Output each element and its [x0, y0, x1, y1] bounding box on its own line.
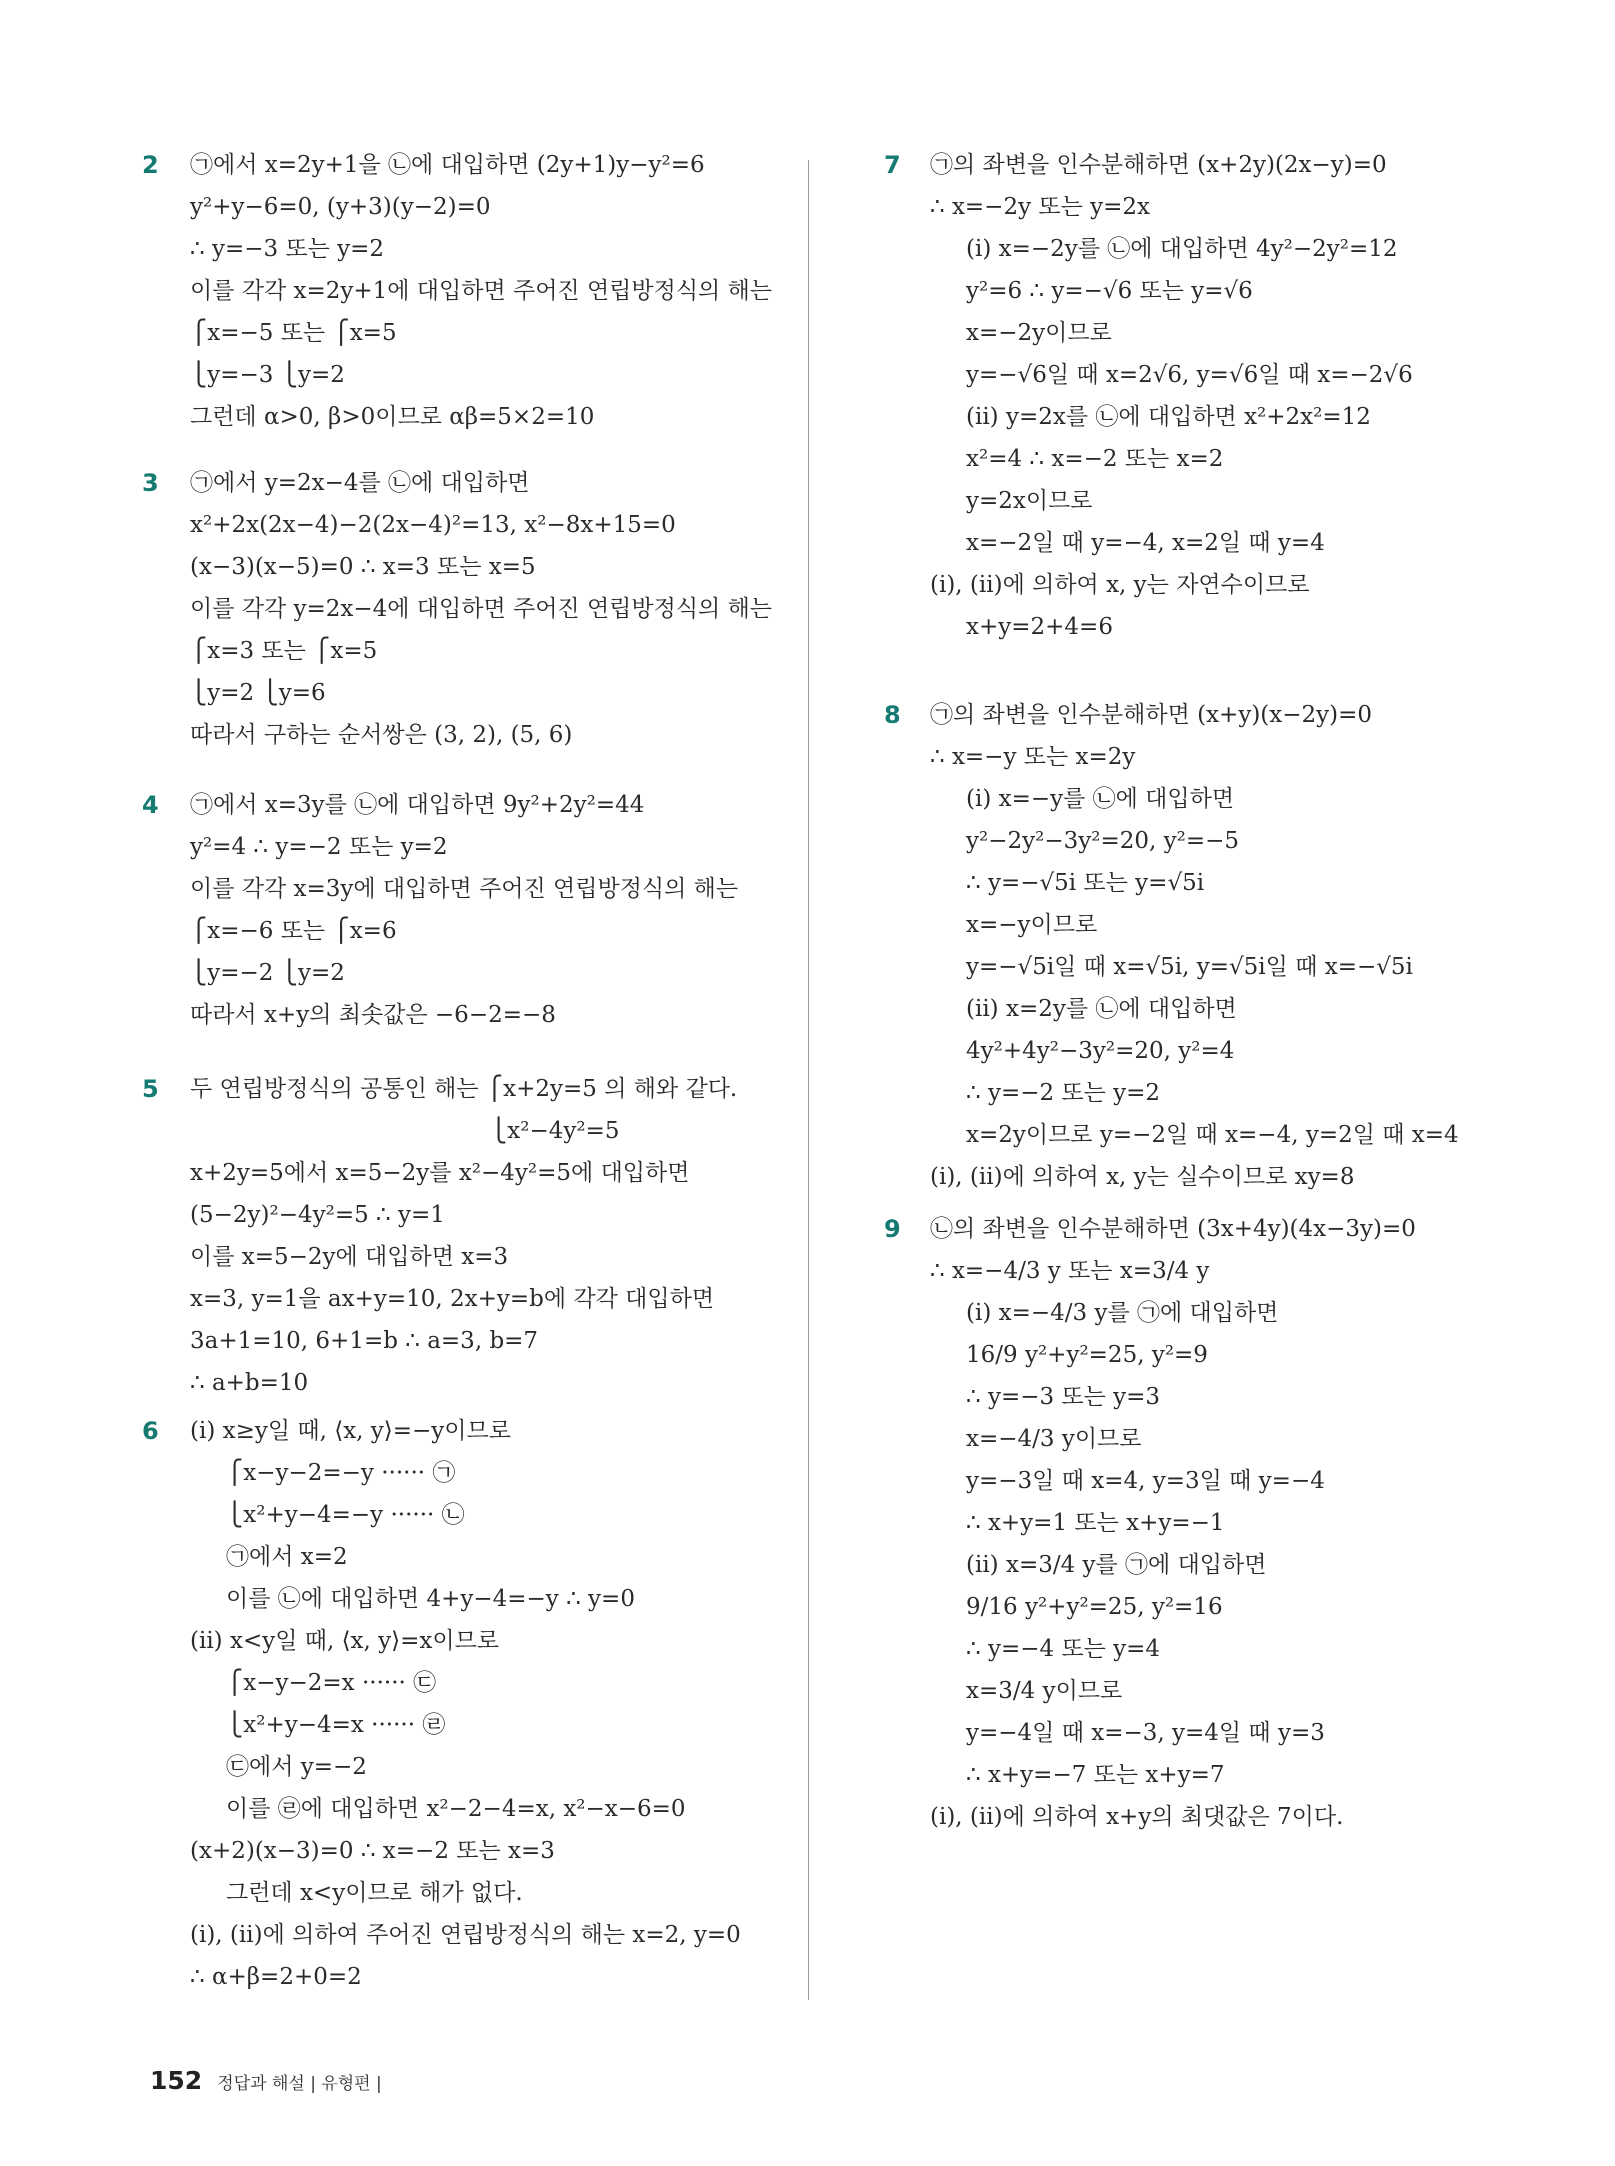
solution-line: 이를 ㉣에 대입하면 x²−2−4=x, x²−x−6=0: [226, 1796, 686, 1822]
solution-line: 따라서 x+y의 최솟값은 −6−2=−8: [190, 1002, 556, 1028]
solution-line: x²+2x(2x−4)−2(2x−4)²=13, x²−8x+15=0: [190, 512, 676, 538]
solution-line: ⎩y=2 ⎩y=6: [190, 680, 326, 706]
solution-line: ⎧x−y−2=x ······ ㉢: [226, 1670, 437, 1696]
solution-line: x=2y이므로 y=−2일 때 x=−4, y=2일 때 x=4: [966, 1122, 1459, 1148]
solution-line: y=−3일 때 x=4, y=3일 때 y=−4: [966, 1468, 1325, 1494]
solution-line: (ⅰ) x=−2y를 ㉡에 대입하면 4y²−2y²=12: [966, 236, 1398, 262]
solution-line: 16/9 y²+y²=25, y²=9: [966, 1342, 1208, 1368]
problem-number: 3: [142, 469, 159, 497]
solution-line: (ⅱ) x<y일 때, ⟨x, y⟩=x이므로: [190, 1628, 500, 1654]
solution-line: y=2x이므로: [966, 488, 1093, 514]
solution-line: x²=4 ∴ x=−2 또는 x=2: [966, 446, 1224, 472]
footer-section-label: 정답과 해설 | 유형편 |: [217, 2074, 382, 2094]
solution-line: ∴ x=−4/3 y 또는 x=3/4 y: [930, 1258, 1210, 1284]
solution-line: ∴ y=−2 또는 y=2: [966, 1080, 1161, 1106]
solution-line: (x−3)(x−5)=0 ∴ x=3 또는 x=5: [190, 554, 536, 580]
solution-line: x+2y=5에서 x=5−2y를 x²−4y²=5에 대입하면: [190, 1160, 690, 1186]
solution-line: 두 연립방정식의 공통인 해는 ⎧x+2y=5 의 해와 같다.: [190, 1076, 738, 1102]
solution-line: (ⅰ) x=−4/3 y를 ㉠에 대입하면: [966, 1300, 1279, 1326]
solution-line: 4y²+4y²−3y²=20, y²=4: [966, 1038, 1235, 1064]
problem-number: 8: [884, 701, 901, 729]
solution-line: ∴ x+y=−7 또는 x+y=7: [966, 1762, 1225, 1788]
solution-line: ⎩x²+y−4=−y ······ ㉡: [226, 1502, 465, 1528]
solution-line: x=−2일 때 y=−4, x=2일 때 y=4: [966, 530, 1325, 556]
problem-number: 7: [884, 151, 901, 179]
solution-line: 그런데 x<y이므로 해가 없다.: [226, 1880, 523, 1906]
solution-line: 그런데 α>0, β>0이므로 αβ=5×2=10: [190, 404, 595, 430]
solution-line: (ⅰ), (ⅱ)에 의하여 주어진 연립방정식의 해는 x=2, y=0: [190, 1922, 741, 1948]
solution-line: ∴ y=−3 또는 y=2: [190, 236, 385, 262]
solution-line: ∴ a+b=10: [190, 1370, 309, 1396]
page-footer: [150, 2066, 382, 2095]
solution-line: (x+2)(x−3)=0 ∴ x=−2 또는 x=3: [190, 1838, 555, 1864]
solution-line: ⎧x=3 또는 ⎧x=5: [190, 638, 378, 664]
solution-line: (ⅱ) x=3/4 y를 ㉠에 대입하면: [966, 1552, 1267, 1578]
solution-line: 이를 각각 y=2x−4에 대입하면 주어진 연립방정식의 해는: [190, 596, 773, 622]
column-divider: [808, 160, 809, 2000]
solution-line: ㉠에서 x=2y+1을 ㉡에 대입하면 (2y+1)y−y²=6: [190, 152, 705, 178]
solution-line: 9/16 y²+y²=25, y²=16: [966, 1594, 1223, 1620]
solution-line: y²=4 ∴ y=−2 또는 y=2: [190, 834, 448, 860]
solution-line: 이를 각각 x=2y+1에 대입하면 주어진 연립방정식의 해는: [190, 278, 773, 304]
solution-line: ∴ α+β=2+0=2: [190, 1964, 362, 1990]
problem-number: 9: [884, 1215, 901, 1243]
solution-line: ∴ y=−√5i 또는 y=√5i: [966, 870, 1205, 896]
solution-line: ㉠에서 x=3y를 ㉡에 대입하면 9y²+2y²=44: [190, 792, 645, 818]
solution-line: (ⅱ) x=2y를 ㉡에 대입하면: [966, 996, 1237, 1022]
solution-line: (ⅰ) x≥y일 때, ⟨x, y⟩=−y이므로: [190, 1418, 511, 1444]
solution-line: x=−2y이므로: [966, 320, 1112, 346]
solution-line: ∴ x+y=1 또는 x+y=−1: [966, 1510, 1225, 1536]
solution-line: ⎧x−y−2=−y ······ ㉠: [226, 1460, 456, 1486]
solution-line: x+y=2+4=6: [966, 614, 1113, 640]
solution-line: ⎩y=−3 ⎩y=2: [190, 362, 345, 388]
solution-line: (ⅰ) x=−y를 ㉡에 대입하면: [966, 786, 1235, 812]
solution-line: ㉠의 좌변을 인수분해하면 (x+2y)(2x−y)=0: [930, 152, 1387, 178]
problem-number: 6: [142, 1417, 159, 1445]
solution-line: 3a+1=10, 6+1=b ∴ a=3, b=7: [190, 1328, 539, 1354]
solution-line: (ⅰ), (ⅱ)에 의하여 x, y는 자연수이므로: [930, 572, 1310, 598]
solution-line: ∴ x=−2y 또는 y=2x: [930, 194, 1151, 220]
problem-number: 2: [142, 151, 159, 179]
solution-line: 이를 각각 x=3y에 대입하면 주어진 연립방정식의 해는: [190, 876, 739, 902]
solution-line: ⎩x²−4y²=5: [490, 1118, 620, 1144]
solution-line: y²−2y²−3y²=20, y²=−5: [966, 828, 1240, 854]
solution-line: ㉠에서 x=2: [226, 1544, 348, 1570]
solution-line: (5−2y)²−4y²=5 ∴ y=1: [190, 1202, 445, 1228]
solution-line: x=3/4 y이므로: [966, 1678, 1123, 1704]
solution-line: x=−4/3 y이므로: [966, 1426, 1142, 1452]
solution-line: (ⅰ), (ⅱ)에 의하여 x, y는 실수이므로 xy=8: [930, 1164, 1355, 1190]
solution-line: (ⅰ), (ⅱ)에 의하여 x+y의 최댓값은 7이다.: [930, 1804, 1344, 1830]
solution-line: ∴ y=−4 또는 y=4: [966, 1636, 1161, 1662]
problem-number: 4: [142, 791, 159, 819]
solution-line: (ⅱ) y=2x를 ㉡에 대입하면 x²+2x²=12: [966, 404, 1371, 430]
problem-number: 5: [142, 1075, 159, 1103]
solution-line: ㉠의 좌변을 인수분해하면 (x+y)(x−2y)=0: [930, 702, 1373, 728]
solution-line: y=−4일 때 x=−3, y=4일 때 y=3: [966, 1720, 1325, 1746]
solution-line: 이를 x=5−2y에 대입하면 x=3: [190, 1244, 509, 1270]
solution-line: ⎩y=−2 ⎩y=2: [190, 960, 345, 986]
solution-line: y²=6 ∴ y=−√6 또는 y=√6: [966, 278, 1253, 304]
solution-line: 따라서 구하는 순서쌍은 (3, 2), (5, 6): [190, 722, 573, 748]
solution-line: x=3, y=1을 ax+y=10, 2x+y=b에 각각 대입하면: [190, 1286, 715, 1312]
solution-line: x=−y이므로: [966, 912, 1098, 938]
solution-line: ⎩x²+y−4=x ······ ㉣: [226, 1712, 446, 1738]
solution-line: ⎧x=−5 또는 ⎧x=5: [190, 320, 397, 346]
solution-line: y²+y−6=0, (y+3)(y−2)=0: [190, 194, 491, 220]
solution-line: ⎧x=−6 또는 ⎧x=6: [190, 918, 397, 944]
solution-line: ∴ x=−y 또는 x=2y: [930, 744, 1136, 770]
page-number: 152: [150, 2066, 203, 2095]
solution-line: ∴ y=−3 또는 y=3: [966, 1384, 1161, 1410]
solution-line: ㉢에서 y=−2: [226, 1754, 367, 1780]
solution-line: ㉡의 좌변을 인수분해하면 (3x+4y)(4x−3y)=0: [930, 1216, 1416, 1242]
solution-line: 이를 ㉡에 대입하면 4+y−4=−y ∴ y=0: [226, 1586, 635, 1612]
solution-line: y=−√5i일 때 x=√5i, y=√5i일 때 x=−√5i: [966, 954, 1413, 980]
solution-line: ㉠에서 y=2x−4를 ㉡에 대입하면: [190, 470, 530, 496]
solution-line: y=−√6일 때 x=2√6, y=√6일 때 x=−2√6: [966, 362, 1413, 388]
